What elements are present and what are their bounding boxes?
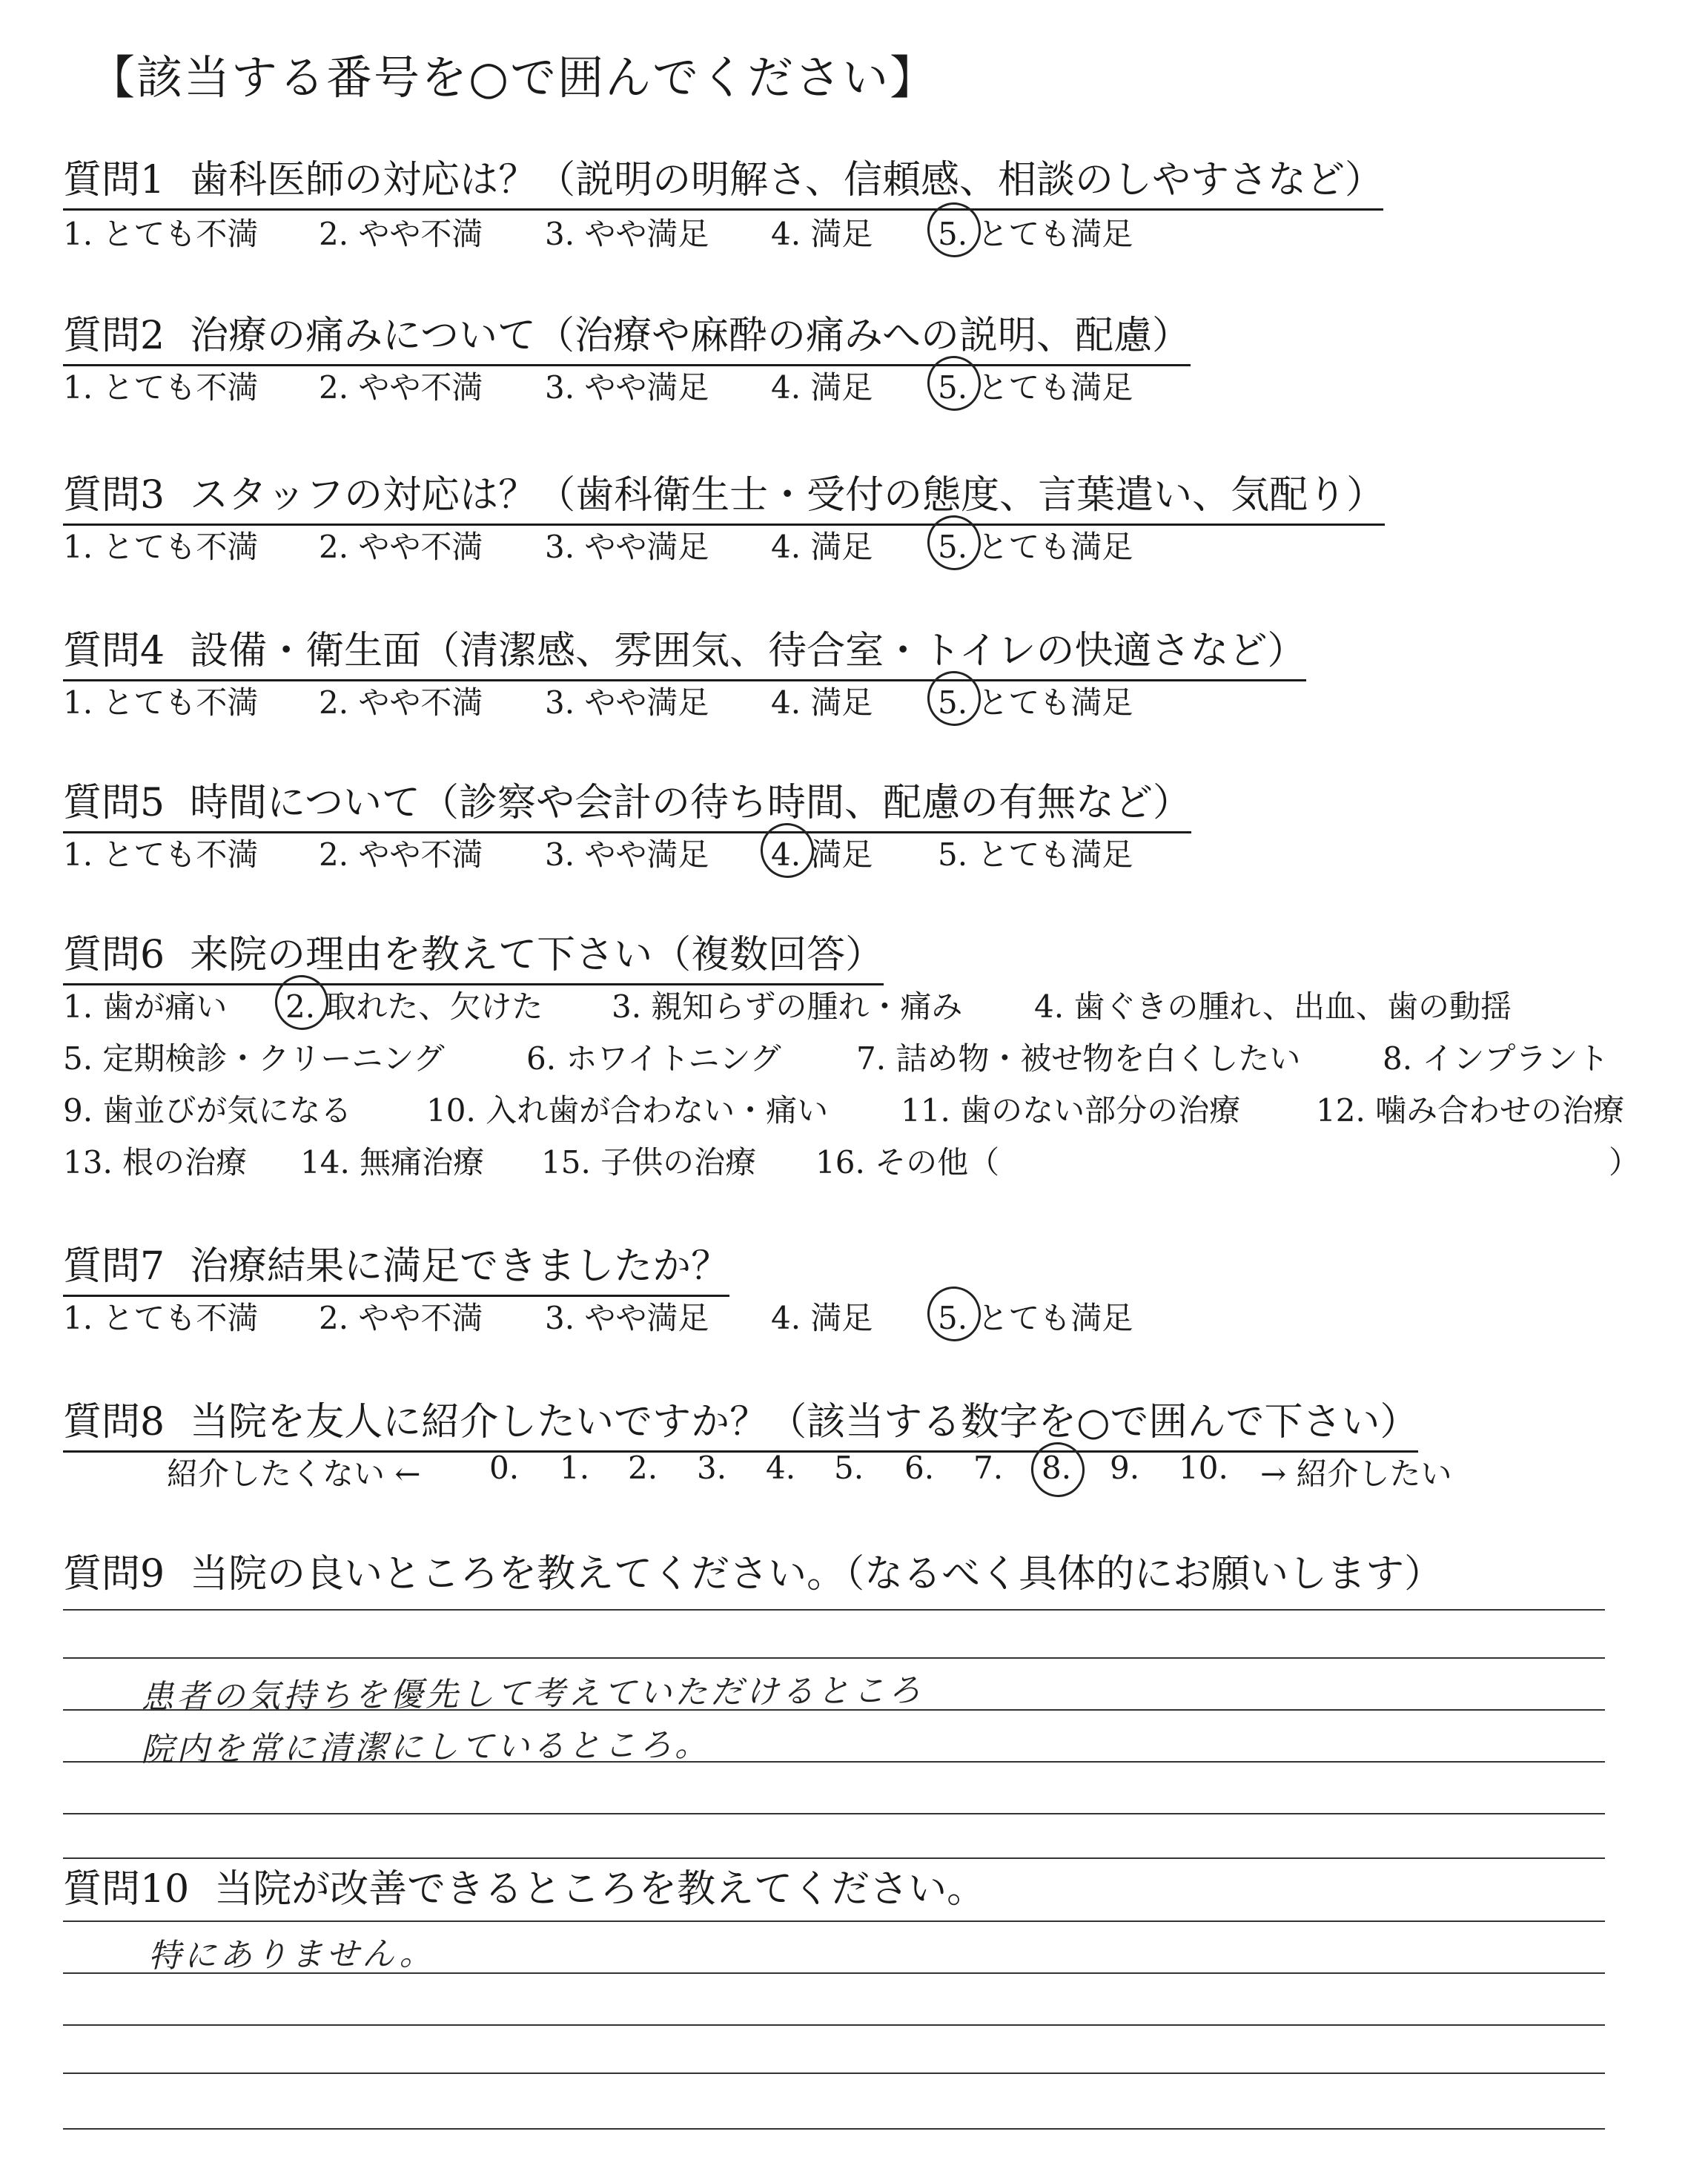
option-9[interactable]: 9. 歯並びが気になる (63, 1092, 352, 1129)
option-4-selected[interactable]: 4. 満足 (771, 830, 873, 875)
option-4[interactable]: 4. 満足 (771, 529, 873, 565)
question-label: 質問5 (63, 781, 165, 825)
question-1 (63, 148, 1383, 211)
question-label: 質問8 (63, 1400, 165, 1444)
option-2[interactable]: 2. やや不満 (319, 369, 483, 406)
option-1[interactable]: 1. とても不満 (63, 684, 259, 721)
question-text: スタッフの対応は？（歯科衛生士・受付の態度、言葉遣い、気配り） (190, 473, 1386, 518)
question-label: 質問7 (63, 1244, 165, 1289)
option-1[interactable]: 1. とても不満 (63, 1300, 259, 1336)
option-4[interactable]: 4. 満足 (771, 1300, 873, 1336)
option-16[interactable]: 16. その他（ (815, 1144, 1000, 1180)
question-6 (63, 923, 884, 985)
option-1[interactable]: 1. 歯が痛い (63, 988, 228, 1025)
answer-line (63, 2073, 1605, 2074)
option-2[interactable]: 2. やや不満 (319, 529, 483, 565)
question-9 (63, 1542, 1443, 1602)
option-4[interactable]: 4. 満足 (771, 216, 873, 252)
answer-line (63, 2128, 1605, 2130)
option-4[interactable]: 4. 満足 (771, 369, 873, 406)
option-5-selected[interactable]: 5. とても満足 (938, 678, 1133, 723)
option-3[interactable]: 3. やや満足 (545, 684, 709, 721)
option-2[interactable]: 2. やや不満 (319, 1300, 483, 1336)
scale-8-selected[interactable]: 8. (1042, 1450, 1072, 1486)
question-7 (63, 1235, 729, 1297)
option-5-selected[interactable]: 5. とても満足 (938, 363, 1133, 408)
answer-line (63, 1609, 1605, 1611)
option-3[interactable]: 3. 親知らずの腫れ・痛み (612, 988, 963, 1025)
question-text: 治療結果に満足できましたか？ (190, 1244, 730, 1289)
scale-left-label: 紹介したくない ← (167, 1456, 421, 1492)
answer-line (63, 1920, 1605, 1922)
question-4 (63, 619, 1306, 681)
question-2 (63, 304, 1191, 366)
question-label: 質問9 (63, 1552, 165, 1596)
question-label: 質問6 (63, 933, 165, 977)
page-title: 【該当する番号を○で囲んでください】 (89, 50, 938, 105)
option-5[interactable]: 5. とても満足 (938, 836, 1133, 873)
question-text: 当院の良いところを教えてください。（なるべく具体的にお願いします） (190, 1552, 1443, 1596)
option-14[interactable]: 14. 無痛治療 (300, 1144, 485, 1180)
answer-line (63, 2024, 1605, 2026)
answer-line (63, 1813, 1605, 1814)
scale-9[interactable]: 9. (1110, 1450, 1140, 1486)
question-text: 治療の痛みについて（治療や麻酔の痛みへの説明、配慮） (190, 314, 1191, 358)
question-label: 質問10 (63, 1867, 190, 1912)
question-3 (63, 463, 1385, 526)
option-15[interactable]: 15. 子供の治療 (541, 1144, 757, 1180)
scale-0[interactable]: 0. (489, 1450, 520, 1486)
question-text: 当院が改善できるところを教えてください。 (214, 1867, 986, 1912)
option-5[interactable]: 5. 定期検診・クリーニング (63, 1040, 445, 1077)
option-3[interactable]: 3. やや満足 (545, 836, 709, 873)
option-10[interactable]: 10. 入れ歯が合わない・痛い (426, 1092, 829, 1129)
question-label: 質問4 (63, 629, 165, 673)
option-1[interactable]: 1. とても不満 (63, 529, 259, 565)
scale-3[interactable]: 3. (697, 1450, 727, 1486)
option-5-selected[interactable]: 5. とても満足 (938, 210, 1133, 254)
option-11[interactable]: 11. 歯のない部分の治療 (901, 1092, 1241, 1129)
option-2[interactable]: 2. やや不満 (319, 836, 483, 873)
question-text: 来院の理由を教えて下さい（複数回答） (190, 933, 884, 977)
scale-right-label: → 紹介したい (1260, 1456, 1452, 1492)
option-1[interactable]: 1. とても不満 (63, 836, 259, 873)
option-5-selected[interactable]: 5. とても満足 (938, 1294, 1133, 1338)
question-label: 質問1 (63, 158, 165, 202)
option-8[interactable]: 8. インプラント (1383, 1040, 1609, 1077)
option-2[interactable]: 2. やや不満 (319, 684, 483, 721)
question-text: 設備・衛生面（清潔感、雰囲気、待合室・トイレの快適さなど） (190, 629, 1306, 673)
option-12[interactable]: 12. 噛み合わせの治療 (1316, 1092, 1625, 1129)
scale-6[interactable]: 6. (904, 1450, 935, 1486)
other-close-paren: ） (1609, 1144, 1641, 1180)
scale-4[interactable]: 4. (766, 1450, 796, 1486)
question-label: 質問2 (63, 314, 165, 358)
handwritten-answer-q9-line-1[interactable]: 患者の気持ちを優先して考えていただけるところ (140, 1671, 924, 1717)
option-5-selected[interactable]: 5. とても満足 (938, 523, 1133, 567)
question-text: 当院を友人に紹介したいですか？（該当する数字を○で囲んで下さい） (190, 1400, 1419, 1444)
option-3[interactable]: 3. やや満足 (545, 369, 709, 406)
question-label: 質問3 (63, 473, 165, 518)
option-2-selected[interactable]: 2. 取れた、欠けた (285, 982, 543, 1027)
option-6[interactable]: 6. ホワイトニング (526, 1040, 781, 1077)
option-3[interactable]: 3. やや満足 (545, 529, 709, 565)
handwritten-answer-q10[interactable]: 特にありません。 (148, 1935, 435, 1975)
option-1[interactable]: 1. とても不満 (63, 369, 259, 406)
scale-10[interactable]: 10. (1179, 1450, 1228, 1486)
option-3[interactable]: 3. やや満足 (545, 216, 709, 252)
option-4[interactable]: 4. 満足 (771, 684, 873, 721)
question-5 (63, 771, 1191, 833)
option-7[interactable]: 7. 詰め物・被せ物を白くしたい (856, 1040, 1301, 1077)
option-2[interactable]: 2. やや不満 (319, 216, 483, 252)
question-text: 時間について（診察や会計の待ち時間、配慮の有無など） (190, 781, 1192, 825)
option-3[interactable]: 3. やや満足 (545, 1300, 709, 1336)
question-text: 歯科医師の対応は？（説明の明解さ、信頼感、相談のしやすさなど） (190, 158, 1384, 202)
question-10 (63, 1857, 985, 1918)
answer-line (63, 1657, 1605, 1659)
option-1[interactable]: 1. とても不満 (63, 216, 259, 252)
scale-7[interactable]: 7. (973, 1450, 1004, 1486)
option-13[interactable]: 13. 根の治療 (63, 1144, 248, 1180)
scale-1[interactable]: 1. (560, 1450, 590, 1486)
scale-5[interactable]: 5. (834, 1450, 864, 1486)
question-8 (63, 1390, 1418, 1453)
scale-2[interactable]: 2. (628, 1450, 658, 1486)
handwritten-answer-q9-line-2[interactable]: 院内を常に清潔にしているところ。 (140, 1725, 711, 1769)
option-4[interactable]: 4. 歯ぐきの腫れ、出血、歯の動揺 (1034, 988, 1512, 1025)
